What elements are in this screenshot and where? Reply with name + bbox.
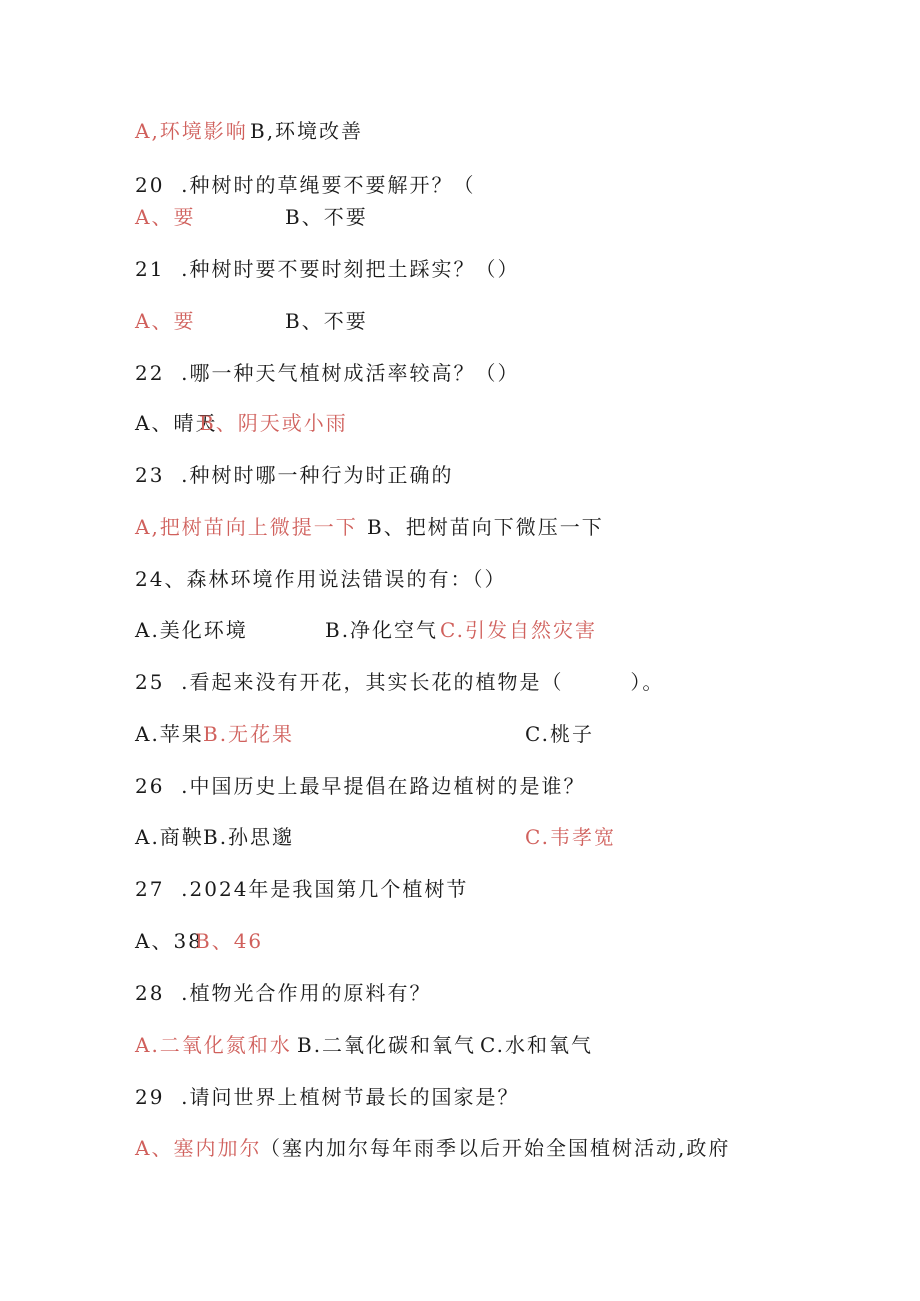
text-line [135,721,835,747]
text-line [135,1084,835,1110]
text-line [135,566,835,592]
question-text: A、38 [135,929,203,953]
question-text: A.美化环境 [135,618,248,642]
question-text: B.孙思邈 [203,825,295,849]
answer-text: A、要 [135,309,196,333]
question-text: B、把树苗向下微压一下 [367,515,604,539]
text-line [135,1032,835,1058]
answer-text: C.韦孝宽 [525,825,616,849]
question-text: 23 .种树时哪一种行为时正确的 [135,463,454,487]
answer-text: A.二氧化氮和水 [135,1033,292,1057]
text-line [135,980,835,1006]
text-line [135,118,835,144]
question-text: 21 .种树时要不要时刻把土踩实？（） [135,257,520,281]
answer-text: A、塞内加尔 [135,1136,262,1160]
question-text: 26 .中国历史上最早提倡在路边植树的是谁？ [135,774,586,798]
text-line [135,876,835,902]
text-line [135,308,835,334]
text-line [135,617,835,643]
text-line [135,824,835,850]
question-text: C.水和氧气 [480,1033,593,1057]
question-text: 25 .看起来没有开花，其实长花的植物是（ ）。 [135,670,665,694]
answer-text: A,把树苗向上微提一下 [135,515,358,539]
question-text: B,环境改善 [250,119,364,143]
question-text: C.桃子 [525,722,594,746]
text-line [135,462,835,488]
answer-text: A、要 [135,205,196,229]
text-line [135,410,835,436]
question-text: 27 .2024年是我国第几个植树节 [135,877,469,901]
text-line [135,669,835,695]
question-text: 22 .哪一种天气植树成活率较高？（） [135,361,520,385]
question-text: B、不要 [285,205,368,229]
answer-text: B、46 [195,929,264,953]
question-text: 24、森林环境作用说法错误的有：（） [135,567,507,591]
text-line [135,928,835,954]
text-line [135,204,835,230]
text-line [135,773,835,799]
answer-text: C.引发自然灾害 [440,618,597,642]
text-line [135,360,835,386]
text-line [135,1135,835,1161]
question-text: A、晴天 [135,411,218,435]
text-line [135,256,835,282]
question-text: B.净化空气 [325,618,439,642]
question-text: B、不要 [285,309,368,333]
question-text: 29 .请问世界上植树节最长的国家是？ [135,1085,520,1109]
question-text: 28 .植物光合作用的原料有？ [135,981,432,1005]
question-text: A.苹果 [135,722,204,746]
question-text: （塞内加尔每年雨季以后开始全国植树活动,政府 [260,1136,731,1160]
question-text: B.二氧化碳和氧气 [297,1033,477,1057]
question-text: A.商鞅 [135,825,204,849]
question-text: 20 .种树时的草绳要不要解开？（ [135,173,476,197]
text-line [135,172,835,198]
answer-text: B.无花果 [203,722,295,746]
text-line [135,514,835,540]
answer-text: B、阴天或小雨 [199,411,348,435]
answer-text: A,环境影响 [135,119,248,143]
